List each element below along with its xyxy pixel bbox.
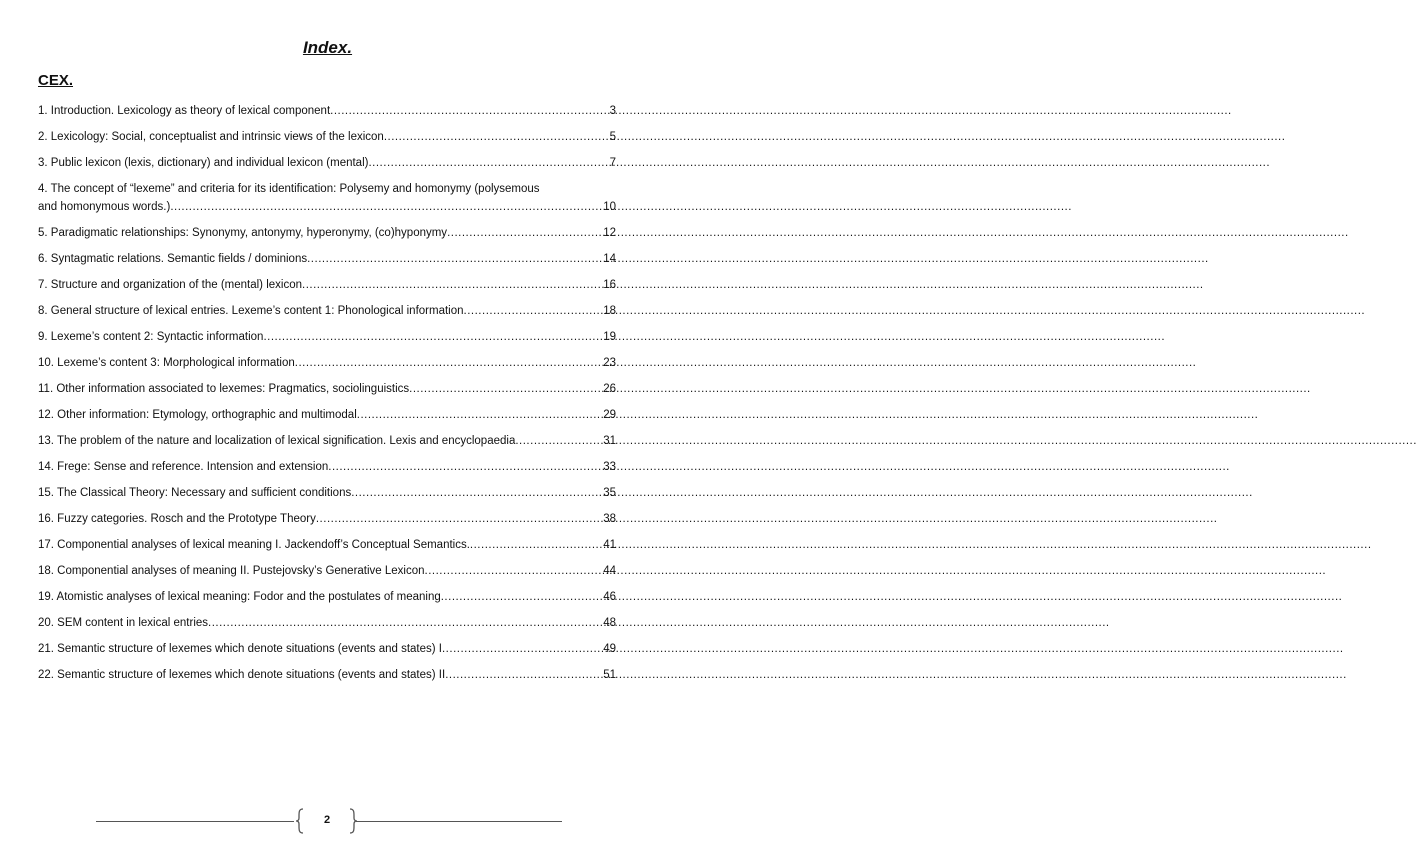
- toc-entry-3: [38, 154, 616, 172]
- toc-entry-page: 10: [603, 201, 616, 213]
- dot-leader: [316, 510, 603, 528]
- toc-entry-text: and homonymous words.): [38, 201, 171, 213]
- toc-entry-text: 7. Structure and organization of the (mental) lexicon: [38, 279, 303, 291]
- dot-leader: [464, 302, 604, 320]
- toc-entry-17: [38, 536, 616, 554]
- toc-entry-text: 16. Fuzzy categories. Rosch and the Prototype Theory: [38, 513, 316, 525]
- toc-entry-page: 14: [603, 253, 616, 265]
- dot-leader: [208, 614, 603, 632]
- toc-entry-page: 5: [609, 131, 616, 143]
- toc-entry-21: [38, 640, 616, 658]
- dot-leader: [351, 484, 603, 502]
- toc-entry-page: 26: [603, 383, 616, 395]
- dot-leader: [295, 354, 603, 372]
- dot-leader: [515, 432, 603, 450]
- toc-entry-page: 16: [603, 279, 616, 291]
- toc-entry-text: 17. Componential analyses of lexical meaning I. Jackendoff’s Conceptual Semantics.: [38, 539, 470, 551]
- toc-entry-text: 10. Lexeme’s content 3: Morphological information: [38, 357, 295, 369]
- page-number: 2: [323, 814, 331, 826]
- toc-entry-page: 49: [603, 643, 616, 655]
- dot-leader: [445, 666, 603, 684]
- dot-leader: [357, 406, 603, 424]
- footer-rule-right: [356, 821, 562, 822]
- toc-entry-text: 15. The Classical Theory: Necessary and sufficient conditions: [38, 487, 352, 499]
- toc-entry-18: [38, 562, 616, 580]
- toc-entry-text: 9. Lexeme’s content 2: Syntactic information: [38, 331, 264, 343]
- dot-leader: [384, 128, 610, 146]
- page-title: Index.: [302, 38, 353, 57]
- toc-entry-page: 31: [603, 435, 616, 447]
- toc-entry-page: 51: [603, 669, 616, 681]
- toc-entry-15: [38, 484, 616, 502]
- toc-entry-22: [38, 666, 616, 684]
- toc-entry-9: [38, 328, 616, 346]
- toc-entry-page: 18: [603, 305, 616, 317]
- toc-entry-14: [38, 458, 616, 476]
- dot-leader: [302, 276, 603, 294]
- dot-leader: [263, 328, 603, 346]
- toc-entry-page: 35: [603, 487, 616, 499]
- toc-entry-16: [38, 510, 616, 528]
- dot-leader: [409, 380, 603, 398]
- toc-entry-page: 12: [603, 227, 616, 239]
- footer-rule-left: [96, 821, 294, 822]
- toc-entry-page: 41: [603, 539, 616, 551]
- dot-leader: [442, 640, 603, 658]
- toc-entry-11: [38, 380, 616, 398]
- toc-entry-text: 6. Syntagmatic relations. Semantic fields / dominions: [38, 253, 308, 265]
- toc-entry-20: [38, 614, 616, 632]
- toc-entry-page: 3: [609, 105, 616, 117]
- section-heading: CEX.: [38, 72, 74, 89]
- dot-leader: [170, 198, 603, 216]
- toc-entry-page: 23: [603, 357, 616, 369]
- table-of-contents: [38, 102, 616, 692]
- toc-entry-text: 13. The problem of the nature and localization of lexical signification. Lexis and encyclopaedia: [38, 435, 516, 447]
- page-footer: [96, 808, 562, 836]
- toc-entry-4: [38, 180, 616, 216]
- toc-entry-text: 18. Componential analyses of meaning II. Pustejovsky’s Generative Lexicon: [38, 565, 425, 577]
- toc-entry-page: 44: [603, 565, 616, 577]
- dot-leader: [447, 224, 603, 242]
- toc-entry-page: 33: [603, 461, 616, 473]
- toc-entry-page: 7: [609, 157, 616, 169]
- dot-leader: [307, 250, 603, 268]
- toc-entry-13: [38, 432, 616, 450]
- left-brace-icon: [295, 808, 305, 834]
- toc-entry-2: [38, 128, 616, 146]
- toc-entry-text: 5. Paradigmatic relationships: Synonymy, antonymy, hyperonymy, (co)hyponymy: [38, 227, 448, 239]
- toc-entry-page: 38: [603, 513, 616, 525]
- toc-entry-page: 46: [603, 591, 616, 603]
- toc-entry-8: [38, 302, 616, 320]
- dot-leader: [330, 102, 609, 120]
- toc-entry-5: [38, 224, 616, 242]
- toc-entry-19: [38, 588, 616, 606]
- toc-entry-text: 21. Semantic structure of lexemes which denote situations (events and states) I: [38, 643, 442, 655]
- toc-entry-text: 14. Frege: Sense and reference. Intension and extension: [38, 461, 329, 473]
- toc-entry-text: 19. Atomistic analyses of lexical meaning: Fodor and the postulates of meaning: [38, 591, 441, 603]
- toc-entry-text-line1: 4. The concept of “lexeme” and criteria for its identification: Polysemy and homonymy (polysemous: [38, 183, 540, 195]
- toc-entry-7: [38, 276, 616, 294]
- toc-entry-text: 2. Lexicology: Social, conceptualist and intrinsic views of the lexicon: [38, 131, 384, 143]
- dot-leader: [425, 562, 604, 580]
- toc-entry-page: 29: [603, 409, 616, 421]
- toc-entry-12: [38, 406, 616, 424]
- toc-entry-text: 11. Other information associated to lexemes: Pragmatics, sociolinguistics: [38, 383, 410, 395]
- dot-leader: [470, 536, 603, 554]
- toc-entry-text: 22. Semantic structure of lexemes which denote situations (events and states) II: [38, 669, 446, 681]
- toc-entry-text: 3. Public lexicon (lexis, dictionary) and individual lexicon (mental): [38, 157, 369, 169]
- toc-entry-page: 19: [603, 331, 616, 343]
- toc-entry-text: 1. Introduction. Lexicology as theory of lexical component: [38, 105, 331, 117]
- toc-entry-page: 48: [603, 617, 616, 629]
- toc-entry-6: [38, 250, 616, 268]
- toc-entry-10: [38, 354, 616, 372]
- toc-entry-text: 20. SEM content in lexical entries: [38, 617, 209, 629]
- toc-entry-1: [38, 102, 616, 120]
- toc-entry-text: 8. General structure of lexical entries. Lexeme’s content 1: Phonological information: [38, 305, 464, 317]
- toc-entry-text: 12. Other information: Etymology, orthographic and multimodal: [38, 409, 357, 421]
- dot-leader: [328, 458, 603, 476]
- dot-leader: [368, 154, 609, 172]
- dot-leader: [441, 588, 603, 606]
